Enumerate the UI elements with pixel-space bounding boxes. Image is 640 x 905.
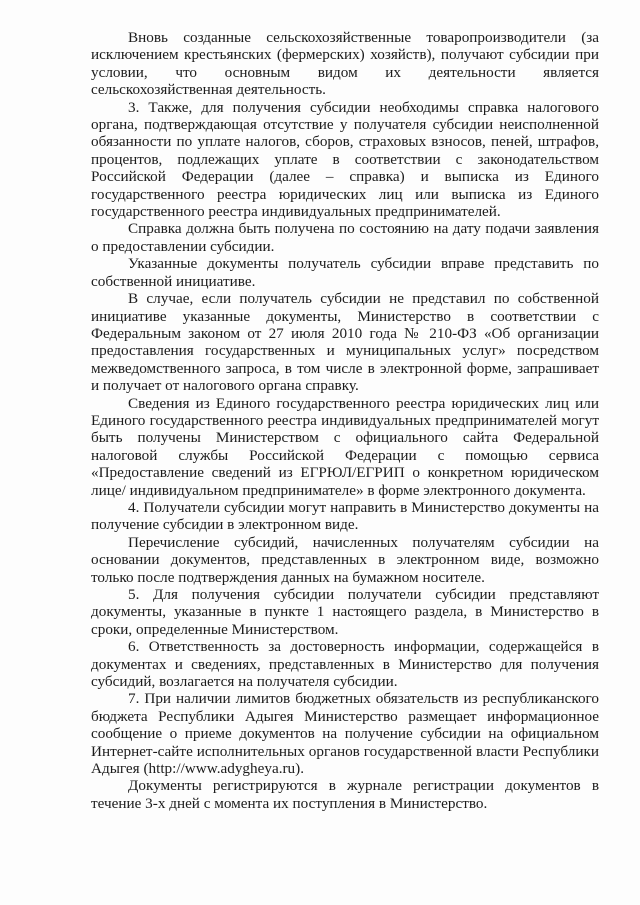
paragraph-item-7-announcement: 7. При наличии лимитов бюджетных обязательств из республиканского бюджета Республики Адыгея Министерство размещает информационное сообщение о приеме документов на получение субсидии на официальном Интернет-сайте исполнительных органов государственной власти Республики Адыгея (http://www.adygheya.ru).: [91, 690, 599, 778]
paragraph-new-producers: Вновь созданные сельскохозяйственные товаропроизводители (за исключением крестьянских (фермерских) хозяйств), получают субсидии при условии, что основным видом их деятельности является сельскохозяйственная деятельность.: [91, 29, 599, 99]
paragraph-certificate-date: Справка должна быть получена по состоянию на дату подачи заявления о предоставлении субсидии.: [91, 220, 599, 255]
paragraph-item-6-responsibility: 6. Ответственность за достоверность информации, содержащейся в документах и сведениях, представленных в Министерство для получения субсидий, возлагается на получателя субсидии.: [91, 638, 599, 691]
paragraph-egrul-egrip: Сведения из Единого государственного реестра юридических лиц или Единого государственного реестра индивидуальных предпринимателей могут быть получены Министерством с официального сайта Федеральной налоговой службы Российской Федерации с помощью сервиса «Предоставление сведений из ЕГРЮЛ/ЕГРИП о конкретном юридическом лице/ индивидуальном предпринимателе» в форме электронного документа.: [91, 394, 599, 499]
paragraph-transfer-after-paper: Перечисление субсидий, начисленных получателям субсидии на основании документов, представленных в электронном виде, возможно только после подтверждения данных на бумажном носителе.: [91, 533, 599, 586]
paragraph-item-3-tax-certificate: 3. Также, для получения субсидии необходимы справка налогового органа, подтверждающая отсутствие у получателя субсидии неисполненной обязанности по уплате налогов, сборов, страховых взносов, пеней, штрафов, процентов, подлежащих уплате в соответствии с законодательством Российской Федерации (далее – справка) и выписка из Единого государственного реестра юридических лиц или выписка из Единого государственного реестра индивидуальных предпринимателей.: [91, 98, 599, 221]
paragraph-item-4-electronic: 4. Получатели субсидии могут направить в Министерство документы на получение субсидии в электронном виде.: [91, 498, 599, 534]
paragraph-registration: Документы регистрируются в журнале регистрации документов в течение 3-х дней с момента их поступления в Министерство.: [91, 777, 599, 812]
document-body: [91, 29, 599, 812]
paragraph-interagency-request: В случае, если получатель субсидии не представил по собственной инициативе указанные документы, Министерство в соответствии с Федеральным законом от 27 июля 2010 года № 210-ФЗ «Об организации предоставления государственных и муниципальных услуг» посредством межведомственного запроса, в том числе в электронной форме, запрашивает и получает от налогового органа справку.: [91, 290, 599, 395]
paragraph-item-5-deadlines: 5. Для получения субсидии получатели субсидии представляют документы, указанные в пункте 1 настоящего раздела, в Министерство в сроки, определенные Министерством.: [91, 586, 599, 638]
paragraph-own-initiative: Указанные документы получатель субсидии вправе представить по собственной инициативе.: [91, 255, 599, 290]
